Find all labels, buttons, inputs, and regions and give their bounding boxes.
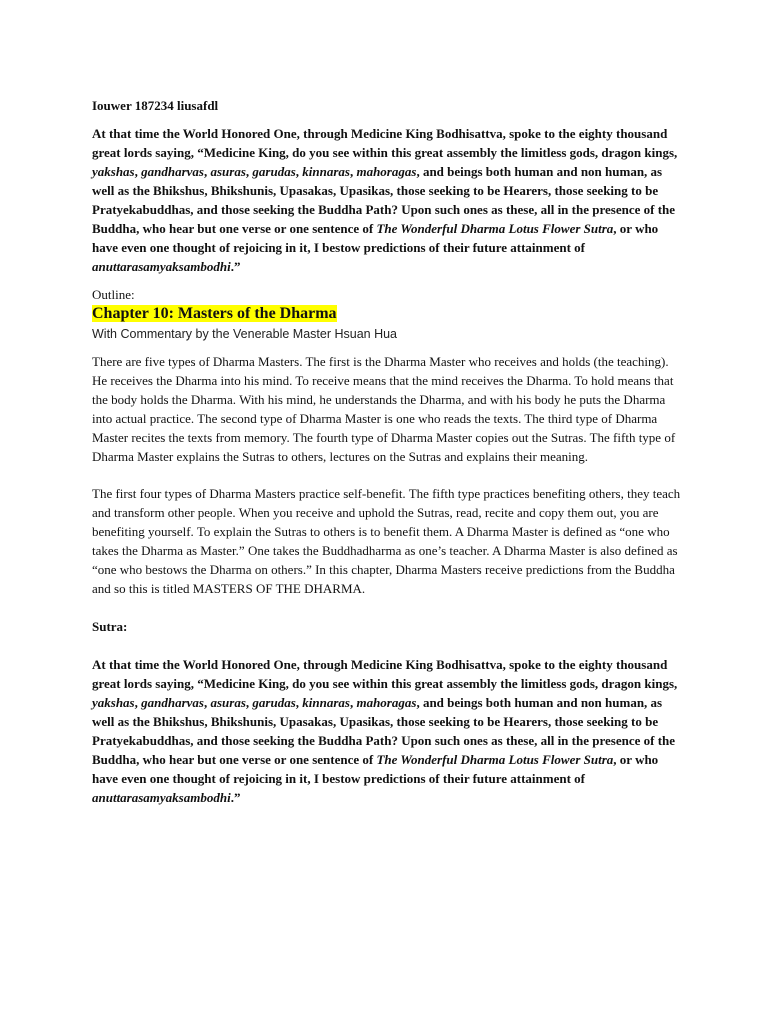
- body-paragraph-1: There are five types of Dharma Masters. The first is the Dharma Master who receives and holds (the teaching). He receives the Dharma into his mind. To receive means that the mind receives the Dharma. To hold means that the body holds the Dharma. With his mind, he understands the Dharma, and with his body he puts the Dharma into actual practice. The second type of Dharma Master is one who reads the texts. The third type of Dharma Master recites the texts from memory. The fourth type of Dharma Master copies out the Sutras. The fifth type of Dharma Master explains the Sutras to others, lectures on the Sutras and explains their meaning.: [92, 354, 676, 464]
- sutra-paragraph: [92, 655, 684, 807]
- intro-sutra-paragraph: [92, 124, 684, 276]
- outline-label: Outline:: [92, 287, 135, 302]
- text-run: ,: [295, 164, 303, 179]
- italic-title: The Wonderful Dharma Lotus Flower Sutra: [376, 221, 614, 236]
- text-run: , and beings both human and non human, as well as the Bhikshus, Bhikshunis, Upasakas, Upasikas, those seeking to be Hearers, those seeking to be Pratyekabuddhas, and those seeking the Buddha Path? Upon such ones as these, all in the presence of the Buddha, who hear but one verse or one sentence of: [92, 164, 676, 236]
- italic-term: garudas: [252, 164, 296, 179]
- text-run: .”: [230, 259, 241, 274]
- italic-term: yakshas: [92, 695, 135, 710]
- text-run: ,: [349, 695, 357, 710]
- text-run: , or who have even one thought of rejoicing in it, I bestow predictions of their future attainment of: [92, 752, 659, 786]
- document-header-line: Iouwer 187234 liusafdl: [92, 98, 219, 113]
- text-run: ,: [134, 164, 142, 179]
- text-run: , or who have even one thought of rejoicing in it, I bestow predictions of their future attainment of: [92, 221, 659, 255]
- italic-term: yakshas: [92, 164, 135, 179]
- italic-term: kinnaras: [302, 164, 350, 179]
- text-run: ,: [245, 164, 253, 179]
- italic-term: asuras: [210, 695, 246, 710]
- commentary-byline: With Commentary by the Venerable Master Hsuan Hua: [92, 327, 397, 341]
- body-paragraph-2: The first four types of Dharma Masters practice self-benefit. The fifth type practices benefiting others, they teach and transform other people. When you receive and uphold the Sutras, read, recite and copy them out, you are benefiting yourself. To explain the Sutras to others is to benefit them. A Dharma Master is defined as “one who takes the Dharma as Master.” One takes the Buddhadharma as one’s teacher. A Dharma Master is also defined as “one who bestows the Dharma on others.” In this chapter, Dharma Masters receive predictions from the Buddha and so this is titled MASTERS OF THE DHARMA.: [92, 486, 681, 596]
- chapter-title-highlight: Chapter 10: Masters of the Dharma: [92, 305, 337, 322]
- text-run: ,: [295, 695, 303, 710]
- italic-title: The Wonderful Dharma Lotus Flower Sutra: [376, 752, 614, 767]
- italic-term: anuttarasamyaksambodhi: [92, 259, 231, 274]
- sutra-label: Sutra:: [92, 619, 128, 634]
- italic-term: asuras: [210, 164, 246, 179]
- text-run: At that time the World Honored One, through Medicine King Bodhisattva, spoke to the eighty thousand great lords saying, “Medicine King, do you see within this great assembly the limitless gods, dragon kings,: [92, 657, 678, 691]
- italic-term: garudas: [252, 695, 296, 710]
- text-run: .”: [230, 790, 241, 805]
- text-run: ,: [203, 164, 211, 179]
- italic-term: anuttarasamyaksambodhi: [92, 790, 231, 805]
- text-run: ,: [349, 164, 357, 179]
- italic-term: mahoragas: [356, 695, 417, 710]
- text-run: , and beings both human and non human, as well as the Bhikshus, Bhikshunis, Upasakas, Upasikas, those seeking to be Hearers, those seeking to be Pratyekabuddhas, and those seeking the Buddha Path? Upon such ones as these, all in the presence of the Buddha, who hear but one verse or one sentence of: [92, 695, 676, 767]
- chapter-title: [92, 304, 684, 324]
- italic-term: gandharvas: [141, 695, 204, 710]
- text-run: At that time the World Honored One, through Medicine King Bodhisattva, spoke to the eighty thousand great lords saying, “Medicine King, do you see within this great assembly the limitless gods, dragon kings,: [92, 126, 678, 160]
- text-run: ,: [203, 695, 211, 710]
- text-run: ,: [134, 695, 142, 710]
- document-page: [92, 96, 684, 807]
- italic-term: kinnaras: [302, 695, 350, 710]
- text-run: ,: [245, 695, 253, 710]
- italic-term: mahoragas: [356, 164, 417, 179]
- italic-term: gandharvas: [141, 164, 204, 179]
